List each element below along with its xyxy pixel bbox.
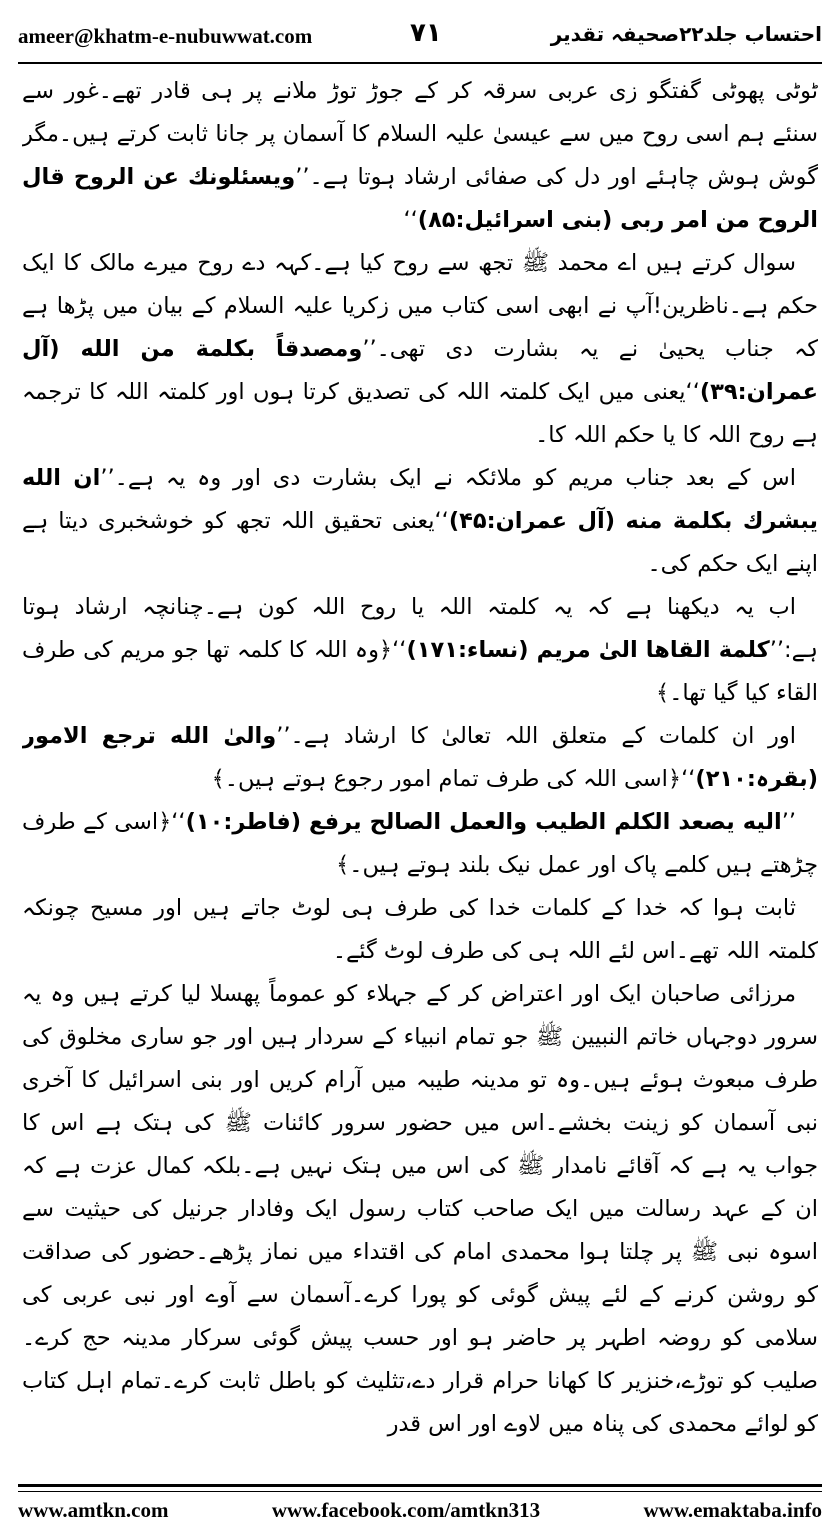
urdu-text: ‘‘﴿اسی اللہ کی طرف تمام امور رجوع ہوتے ہیں۔﴾ (211, 766, 696, 792)
arabic-verse: ان الله یبشرك بکلمة منه (آل عمران:۴۵) (22, 465, 818, 534)
urdu-text: اب یہ دیکھنا ہے کہ یہ کلمتہ اللہ یا روح اللہ کون ہے۔چنانچہ ارشاد ہوتا ہے:’’ (22, 594, 818, 663)
paragraph (22, 70, 818, 242)
page-header (18, 18, 822, 58)
page-footer (18, 1498, 822, 1532)
footer-link-amtkn[interactable]: www.amtkn.com (18, 1498, 169, 1522)
arabic-verse: الیه یصعد الکلم الطیب والعمل الصالح یرفع (فاطر:۱۰) (185, 809, 782, 835)
urdu-text: مرزائی صاحبان ایک اور اعتراض کر کے جہلاء کو عموماً پھسلا لیا کرتے ہیں وہ یہ سرور دوجہاں خاتم النبیین ﷺ جو تمام انبیاء کے سردار ہیں اور جو ساری مخلوق کی طرف مبعوث ہوئے ہیں۔وہ تو مدینہ طیبہ میں آرام کریں اور بنی اسرائیل کا آخری نبی آسمان کو زینت بخشے۔اس میں حضور سرور کائنات ﷺ کی ہتک ہے اس کا جواب یہ ہے کہ آقائے نامدار ﷺ کی اس میں ہتک نہیں ہے۔بلکہ کمال عزت ہے کہ ان کے عہد رسالت میں ایک صاحب کتاب رسول ایک وفادار جرنیل کی حیثیت سے اسوہ نبی ﷺ پر چلتا ہوا محمدی امام کی اقتداء میں نماز پڑھے۔حضور کی صداقت کو روشن کرنے کے لئے پیش گوئی کو پورا کرے۔آسمان سے آوے اور نبی عربی کی سلامی کو روضہ اطہر پر حاضر ہو اور حسب پیش گوئی سرکار مدینہ حج کرے۔صلیب کو توڑے،خنزیر کا کھانا حرام قرار دے،تثلیث کو باطل ثابت کرے۔تمام اہل کتاب کو لوائے محمدی کی پناہ میں لاوے اور اس قدر (22, 981, 818, 1437)
paragraph (22, 801, 818, 887)
arabic-verse: ویسئلونك عن الروح قال الروح من امر ربی (بنی اسرائیل:۸۵) (22, 164, 818, 233)
urdu-text: ‘‘﴿وہ اللہ کا کلمہ تھا جو مریم کی طرف القاء کیا گیا تھا۔﴾ (22, 637, 818, 706)
arabic-verse: والیٰ الله ترجع الامور (بقرہ:۲۱۰) (22, 723, 818, 792)
footer-rule-thin (18, 1491, 822, 1492)
paragraph (22, 887, 818, 973)
quote-close: ‘‘ (403, 207, 418, 233)
footer-link-emaktaba[interactable]: www.emaktaba.info (643, 1498, 822, 1522)
urdu-text: ‘‘یعنی تحقیق اللہ تجھ کو خوشخبری دیتا ہے اپنے ایک حکم کی۔ (22, 508, 818, 577)
paragraph (22, 586, 818, 715)
arabic-verse: کلمة القاها الیٰ مریم (نساء:۱۷۱) (406, 637, 770, 663)
footer-rule-thick (18, 1484, 822, 1487)
paragraph (22, 973, 818, 1446)
arabic-verse: ومصدقاً بکلمة من الله (آل عمران:۳۹) (22, 336, 818, 405)
page-number: ۷۱ (410, 18, 442, 48)
header-email[interactable]: ameer@khatm-e-nubuwwat.com (18, 24, 313, 48)
book-title: احتساب جلد۲۲صحیفہ تقدیر (550, 22, 822, 46)
footer-link-facebook[interactable]: www.facebook.com/amtkn313 (271, 1498, 541, 1522)
urdu-text: اس کے بعد جناب مریم کو ملائکہ نے ایک بشارت دی اور وہ یہ ہے۔’’ (100, 465, 796, 491)
paragraph (22, 242, 818, 457)
page-body (22, 70, 818, 1470)
urdu-text: سوال کرتے ہیں اے محمد ﷺ تجھ سے روح کیا ہے۔کہہ دے روح میرے مالک کا ایک حکم ہے۔ناظرین!آپ نے ابھی اسی کتاب میں زکریا علیہ السلام کے بیان میں پڑھا ہے کہ جناب یحییٰ نے یہ بشارت دی تھی۔’’ (22, 250, 818, 362)
urdu-text: اور ان کلمات کے متعلق اللہ تعالیٰ کا ارشاد ہے۔’’ (276, 723, 796, 749)
paragraph (22, 715, 818, 801)
urdu-text: ثابت ہوا کہ خدا کے کلمات خدا کی طرف ہی لوٹ جاتے ہیں اور مسیح چونکہ کلمتہ اللہ تھے۔اس لئے اللہ ہی کی طرف لوٹ گئے۔ (22, 895, 818, 964)
quote-open: ’’ (781, 809, 796, 835)
urdu-text: ‘‘یعنی میں ایک کلمتہ اللہ کی تصدیق کرتا ہوں اور کلمتہ اللہ کا ترجمہ ہے روح اللہ کا یا حکم اللہ کا۔ (22, 379, 818, 448)
urdu-text: ٹوٹی پھوٹی گفتگو زی عربی سرقہ کر کے جوڑ توڑ ملانے پر ہی قادر تھے۔غور سے سنئے ہم اسی روح میں سے عیسیٰ علیہ السلام کا آسمان پر جانا ثابت کرتے ہیں۔مگر گوش ہوش چاہئے اور دل کی صفائی ارشاد ہوتا ہے۔’’ (22, 78, 818, 190)
urdu-text: ‘‘﴿اسی کے طرف چڑھتے ہیں کلمے پاک اور عمل نیک بلند ہوتے ہیں۔﴾ (22, 809, 818, 878)
paragraph (22, 457, 818, 586)
header-rule (18, 62, 822, 64)
